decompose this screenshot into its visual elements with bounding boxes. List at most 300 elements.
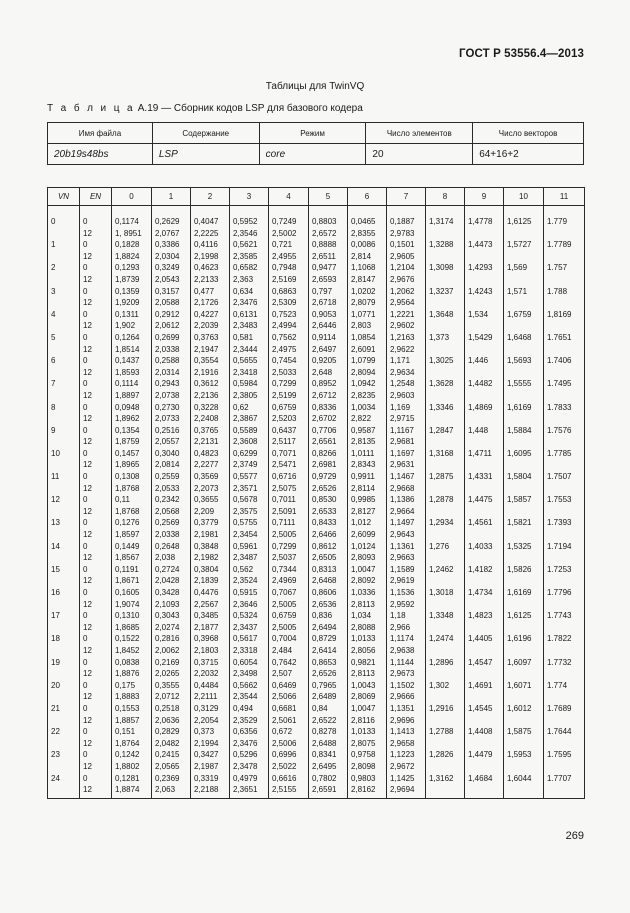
codebook-cell: 0,3715 [191, 657, 230, 669]
codebook-row [48, 610, 585, 622]
codebook-cell: 0,2816 [152, 633, 191, 645]
codebook-spacer-cell [80, 206, 112, 217]
codebook-row [48, 715, 585, 727]
codebook-cell: 2,648 [309, 367, 348, 379]
codebook-cell: 0,7067 [269, 587, 309, 599]
codebook-cell: 1,3174 [426, 216, 465, 228]
codebook-cell: 2,1877 [191, 622, 230, 634]
codebook-cell: 1.7576 [544, 425, 585, 437]
codebook-row [48, 355, 585, 367]
codebook-cell: 2,9603 [387, 390, 426, 402]
codebook-cell: 2,1947 [191, 344, 230, 356]
codebook-row [48, 541, 585, 553]
codebook-cell [544, 622, 585, 634]
codebook-cell: 2,5037 [269, 552, 309, 564]
codebook-cell: 2,2408 [191, 413, 230, 425]
codebook-cell: 5 [48, 332, 80, 344]
codebook-cell [426, 784, 465, 799]
codebook-cell: 12 [80, 274, 112, 286]
codebook-cell: 0,3968 [191, 633, 230, 645]
codebook-cell: 2,6591 [309, 784, 348, 799]
codebook-cell: 1,2934 [426, 517, 465, 529]
codebook-cell: 12 [80, 228, 112, 240]
codebook-cell: 1,8883 [112, 691, 152, 703]
codebook-cell: 0,9821 [348, 657, 387, 669]
codebook-row [48, 622, 585, 634]
codebook-spacer-cell [230, 206, 269, 217]
codebook-cell: 2,6533 [309, 506, 348, 518]
codebook-cell [465, 459, 504, 471]
codebook-cell: 1,5727 [504, 239, 544, 251]
codebook-spacer-cell [309, 206, 348, 217]
codebook-cell: 2,1982 [191, 552, 230, 564]
codebook-cell: 1,3162 [426, 773, 465, 785]
codebook-cell: 0,2943 [152, 378, 191, 390]
codebook-cell: 0,3569 [191, 471, 230, 483]
codebook-cell: 2,0533 [152, 483, 191, 495]
codebook-cell: 2,2567 [191, 599, 230, 611]
codebook-cell: 0,6054 [230, 657, 269, 669]
codebook-cell [426, 691, 465, 703]
codebook-cell: 0 [80, 703, 112, 715]
codebook-cell: 2,363 [230, 274, 269, 286]
codebook-cell: 0,5984 [230, 378, 269, 390]
codebook-cell: 1,0854 [348, 332, 387, 344]
codebook-cell: 1,0336 [348, 587, 387, 599]
codebook-cell: 2,6561 [309, 436, 348, 448]
codebook-cell: 2,0543 [152, 274, 191, 286]
codebook-cell: 1,5826 [504, 564, 544, 576]
codebook-cell [544, 552, 585, 564]
codebook-cell [426, 552, 465, 564]
codebook-header-cell: 7 [387, 188, 426, 206]
codebook-cell: 1,4293 [465, 262, 504, 274]
codebook-cell: 2,0274 [152, 622, 191, 634]
codebook-cell: 0,3129 [191, 703, 230, 715]
codebook-cell: 1,1536 [387, 587, 426, 599]
codebook-row [48, 390, 585, 402]
codebook-cell: 0 [80, 216, 112, 228]
codebook-cell: 2,3749 [230, 459, 269, 471]
summary-content: LSP [152, 144, 259, 165]
codebook-cell: 2,0568 [152, 506, 191, 518]
codebook-cell: 12 [80, 436, 112, 448]
codebook-cell [426, 228, 465, 240]
codebook-cell: 0,1457 [112, 448, 152, 460]
codebook-cell: 2,6526 [309, 668, 348, 680]
codebook-cell: 12 [80, 691, 112, 703]
codebook-cell: 0,6469 [269, 680, 309, 692]
codebook-cell: 2 [48, 262, 80, 274]
codebook-cell: 0,4047 [191, 216, 230, 228]
codebook-cell: 12 [80, 668, 112, 680]
codebook-cell: 1,3018 [426, 587, 465, 599]
codebook-cell: 1.7785 [544, 448, 585, 460]
codebook-spacer-cell [48, 206, 80, 217]
codebook-cell: 1.7393 [544, 517, 585, 529]
codebook-cell: 0,1437 [112, 355, 152, 367]
codebook-cell [426, 575, 465, 587]
codebook-cell: 2,9676 [387, 274, 426, 286]
codebook-cell: 2,209 [191, 506, 230, 518]
codebook-cell [465, 483, 504, 495]
codebook-cell: 2,3867 [230, 413, 269, 425]
codebook-cell: 0,6996 [269, 749, 309, 761]
codebook-cell: 0,4623 [191, 262, 230, 274]
codebook-cell: 0,1522 [112, 633, 152, 645]
codebook-cell: 1,1425 [387, 773, 426, 785]
codebook-header-cell: 10 [504, 188, 544, 206]
codebook-cell: 2,9715 [387, 413, 426, 425]
codebook-cell: 1,8567 [112, 552, 152, 564]
codebook-cell: 12 [80, 784, 112, 799]
codebook-cell: 1,9209 [112, 297, 152, 309]
summary-table [47, 122, 584, 165]
codebook-row [48, 517, 585, 529]
codebook-cell: 1,1167 [387, 425, 426, 437]
table-caption-prefix: Т а б л и ц а [47, 103, 135, 114]
codebook-cell [544, 367, 585, 379]
codebook-cell: 0,9803 [348, 773, 387, 785]
codebook-header-cell: 9 [465, 188, 504, 206]
codebook-cell: 12 [80, 599, 112, 611]
codebook-cell: 0,2369 [152, 773, 191, 785]
codebook-cell: 1,1361 [387, 541, 426, 553]
codebook-cell: 1,569 [504, 262, 544, 274]
codebook-cell: 2,0565 [152, 761, 191, 773]
codebook-cell: 2,9783 [387, 228, 426, 240]
codebook-cell: 0,8336 [309, 402, 348, 414]
codebook-cell: 2,6099 [348, 529, 387, 541]
codebook-cell: 2,9631 [387, 459, 426, 471]
codebook-cell: 0,2516 [152, 425, 191, 437]
codebook-cell [544, 483, 585, 495]
codebook-cell: 0,7249 [269, 216, 309, 228]
codebook-cell: 24 [48, 773, 80, 785]
summary-header-row [48, 123, 584, 144]
codebook-cell: 2,9564 [387, 297, 426, 309]
codebook-cell: 0,8606 [309, 587, 348, 599]
codebook-cell [544, 761, 585, 773]
codebook-cell: 0 [80, 309, 112, 321]
codebook-cell: 2,6526 [309, 483, 348, 495]
codebook-cell: 1 [48, 239, 80, 251]
codebook-cell: 2,8235 [348, 390, 387, 402]
codebook-cell: 0,1553 [112, 703, 152, 715]
codebook-cell [544, 390, 585, 402]
codebook-cell: 1,6097 [504, 657, 544, 669]
codebook-cell: 1,2826 [426, 749, 465, 761]
codebook-row [48, 564, 585, 576]
codebook-cell: 1,6125 [504, 610, 544, 622]
codebook-cell: 2,2111 [191, 691, 230, 703]
codebook-cell: 12 [80, 506, 112, 518]
codebook-cell: 0 [80, 286, 112, 298]
codebook-cell: 1.7796 [544, 587, 585, 599]
codebook-cell: 1,034 [348, 610, 387, 622]
codebook-row [48, 691, 585, 703]
codebook-cell: 2,9605 [387, 251, 426, 263]
codebook-cell: 1,3648 [426, 309, 465, 321]
codebook-cell: 2,9634 [387, 367, 426, 379]
codebook-cell: 0,3249 [152, 262, 191, 274]
codebook-cell: 2,8094 [348, 367, 387, 379]
codebook-cell: 0,9053 [309, 309, 348, 321]
codebook-cell [465, 506, 504, 518]
codebook-cell: 2,0712 [152, 691, 191, 703]
codebook-cell: 1,3098 [426, 262, 465, 274]
codebook-cell: 2,8075 [348, 738, 387, 750]
codebook-cell [465, 552, 504, 564]
codebook-cell [48, 274, 80, 286]
codebook-row [48, 332, 585, 344]
codebook-spacer-cell [544, 206, 585, 217]
codebook-cell: 0,0948 [112, 402, 152, 414]
codebook-cell: 1,5821 [504, 517, 544, 529]
codebook-cell: 0,5589 [230, 425, 269, 437]
codebook-cell: 2,0338 [152, 529, 191, 541]
codebook-cell: 0 [48, 216, 80, 228]
codebook-cell: 1.7553 [544, 494, 585, 506]
codebook-cell: 1,3628 [426, 378, 465, 390]
codebook-cell [504, 483, 544, 495]
codebook-cell [544, 436, 585, 448]
codebook-cell: 2,8079 [348, 297, 387, 309]
codebook-cell: 0,7965 [309, 680, 348, 692]
codebook-cell: 0,581 [230, 332, 269, 344]
codebook-cell: 1,1351 [387, 703, 426, 715]
codebook-row [48, 726, 585, 738]
codebook-row [48, 483, 585, 495]
codebook-cell [426, 483, 465, 495]
codebook-cell: 1,2847 [426, 425, 465, 437]
codebook-cell: 0,1281 [112, 773, 152, 785]
codebook-cell: 2,5006 [269, 738, 309, 750]
codebook-cell: 0,3763 [191, 332, 230, 344]
codebook-cell: 0 [80, 587, 112, 599]
codebook-cell: 1,5804 [504, 471, 544, 483]
codebook-cell: 2,063 [152, 784, 191, 799]
codebook-header-cell: EN [80, 188, 112, 206]
codebook-cell [48, 691, 80, 703]
codebook-cell: 0,5577 [230, 471, 269, 483]
codebook-cell: 2,8116 [348, 715, 387, 727]
codebook-cell: 0,7706 [309, 425, 348, 437]
codebook-cell: 0,1828 [112, 239, 152, 251]
codebook-cell: 1,4405 [465, 633, 504, 645]
codebook-cell: 1,0799 [348, 355, 387, 367]
codebook-cell: 2,0338 [152, 344, 191, 356]
codebook-cell: 2,4994 [269, 320, 309, 332]
codebook-cell: 2,6488 [309, 738, 348, 750]
codebook-cell: 2,3529 [230, 715, 269, 727]
codebook-cell: 0,672 [269, 726, 309, 738]
codebook-spacer-cell [465, 206, 504, 217]
codebook-cell: 0,9114 [309, 332, 348, 344]
codebook-cell [544, 738, 585, 750]
codebook-cell: 0,1191 [112, 564, 152, 576]
codebook-cell: 0,3554 [191, 355, 230, 367]
codebook-row [48, 378, 585, 390]
codebook-cell [465, 344, 504, 356]
codebook-cell: 2,0733 [152, 413, 191, 425]
codebook-cell [426, 715, 465, 727]
codebook-cell: 1,0034 [348, 402, 387, 414]
codebook-row [48, 320, 585, 332]
codebook-cell: 0,5662 [230, 680, 269, 692]
codebook-cell: 2,1916 [191, 367, 230, 379]
codebook-cell: 0,1359 [112, 286, 152, 298]
codebook-cell [544, 413, 585, 425]
codebook-cell: 2,3651 [230, 784, 269, 799]
codebook-cell: 1,2163 [387, 332, 426, 344]
codebook-cell [48, 715, 80, 727]
codebook-cell: 1,2462 [426, 564, 465, 576]
codebook-cell: 1,0133 [348, 633, 387, 645]
codebook-cell: 2,5005 [269, 529, 309, 541]
codebook-cell [426, 761, 465, 773]
codebook-cell: 0,3319 [191, 773, 230, 785]
codebook-spacer-cell [269, 206, 309, 217]
codebook-cell: 0,1605 [112, 587, 152, 599]
codebook-row [48, 657, 585, 669]
codebook-cell: 2,9658 [387, 738, 426, 750]
codebook-cell: 2,2032 [191, 668, 230, 680]
codebook-cell: 12 [80, 738, 112, 750]
codebook-cell: 1,1413 [387, 726, 426, 738]
codebook-cell: 2,4975 [269, 344, 309, 356]
codebook-cell [544, 645, 585, 657]
codebook-cell: 1,1589 [387, 564, 426, 576]
codebook-cell: 0 [80, 564, 112, 576]
codebook-cell: 1.7822 [544, 633, 585, 645]
codebook-header-cell: 1 [152, 188, 191, 206]
codebook-row [48, 575, 585, 587]
codebook-cell [465, 390, 504, 402]
codebook-cell [465, 529, 504, 541]
codebook-cell: 1,3346 [426, 402, 465, 414]
codebook-row [48, 251, 585, 263]
codebook-cell [48, 622, 80, 634]
codebook-cell: 2,8135 [348, 436, 387, 448]
codebook-cell: 2,3487 [230, 552, 269, 564]
codebook-cell [544, 320, 585, 332]
codebook-cell: 1,4243 [465, 286, 504, 298]
codebook-cell [504, 390, 544, 402]
codebook-cell: 1,534 [465, 309, 504, 321]
codebook-cell: 2,038 [152, 552, 191, 564]
codebook-row [48, 228, 585, 240]
codebook-cell: 2,9672 [387, 761, 426, 773]
codebook-cell [48, 228, 80, 240]
codebook-cell: 2,4969 [269, 575, 309, 587]
codebook-cell: 2,9638 [387, 645, 426, 657]
codebook-cell [504, 668, 544, 680]
codebook-header-cell: 0 [112, 188, 152, 206]
codebook-cell: 1,6169 [504, 587, 544, 599]
codebook-cell [465, 320, 504, 332]
codebook-cell: 0,9729 [309, 471, 348, 483]
codebook-cell: 2,6718 [309, 297, 348, 309]
codebook-cell: 1,1697 [387, 448, 426, 460]
codebook-cell: 2,9664 [387, 506, 426, 518]
codebook-cell: 0,1354 [112, 425, 152, 437]
codebook-cell: 12 [80, 413, 112, 425]
codebook-cell: 1,4545 [465, 703, 504, 715]
codebook-cell: 2,6572 [309, 228, 348, 240]
codebook-cell: 1,2474 [426, 633, 465, 645]
codebook-cell: 0,7454 [269, 355, 309, 367]
codebook-cell: 2,9663 [387, 552, 426, 564]
codebook-cell: 0,2730 [152, 402, 191, 414]
codebook-cell: 0,8313 [309, 564, 348, 576]
codebook-cell: 2,3454 [230, 529, 269, 541]
codebook-cell: 2,0738 [152, 390, 191, 402]
codebook-cell: 0,6681 [269, 703, 309, 715]
codebook-cell: 2,9673 [387, 668, 426, 680]
codebook-cell: 2,1987 [191, 761, 230, 773]
codebook-cell: 2,3476 [230, 738, 269, 750]
summary-header-cell: Число векторов [473, 123, 584, 144]
codebook-cell: 2,6489 [309, 691, 348, 703]
codebook-cell: 2,8162 [348, 784, 387, 799]
summary-value-row [48, 144, 584, 165]
codebook-cell: 1,6071 [504, 680, 544, 692]
codebook-spacer-row [48, 206, 585, 217]
codebook-cell: 12 [80, 297, 112, 309]
codebook-cell [544, 668, 585, 680]
codebook-cell: 2,6414 [309, 645, 348, 657]
codebook-cell: 2,1994 [191, 738, 230, 750]
codebook-cell [48, 483, 80, 495]
codebook-cell [504, 459, 544, 471]
codebook-cell: 0,0465 [348, 216, 387, 228]
codebook-cell: 2,3805 [230, 390, 269, 402]
codebook-cell: 12 [80, 320, 112, 332]
codebook-cell: 0,3555 [152, 680, 191, 692]
codebook-cell: 12 [80, 529, 112, 541]
codebook-row [48, 239, 585, 251]
codebook-spacer-cell [191, 206, 230, 217]
codebook-cell: 2,8127 [348, 506, 387, 518]
codebook-cell: 2,5117 [269, 436, 309, 448]
codebook-cell: 1,6095 [504, 448, 544, 460]
codebook-cell: 0,6716 [269, 471, 309, 483]
codebook-cell [465, 761, 504, 773]
codebook-cell: 2,0636 [152, 715, 191, 727]
codebook-cell: 2,814 [348, 251, 387, 263]
codebook-cell: 2,2039 [191, 320, 230, 332]
codebook-cell: 0,7948 [269, 262, 309, 274]
codebook-cell: 1.757 [544, 262, 585, 274]
codebook-cell [504, 251, 544, 263]
codebook-cell: 2,5169 [269, 274, 309, 286]
codebook-cell: 2,3608 [230, 436, 269, 448]
codebook-cell: 11 [48, 471, 80, 483]
codebook-row [48, 216, 585, 228]
codebook-cell: 0 [80, 471, 112, 483]
codebook-cell: 1.7406 [544, 355, 585, 367]
codebook-cell: 1,4033 [465, 541, 504, 553]
codebook-cell: 2,5005 [269, 622, 309, 634]
codebook-cell: 17 [48, 610, 80, 622]
tables-subtitle: Таблицы для TwinVQ [265, 81, 365, 92]
codebook-header-row [48, 188, 585, 206]
codebook-cell [426, 738, 465, 750]
codebook-header-cell: 5 [309, 188, 348, 206]
codebook-row [48, 413, 585, 425]
codebook-cell: 0,3228 [191, 402, 230, 414]
